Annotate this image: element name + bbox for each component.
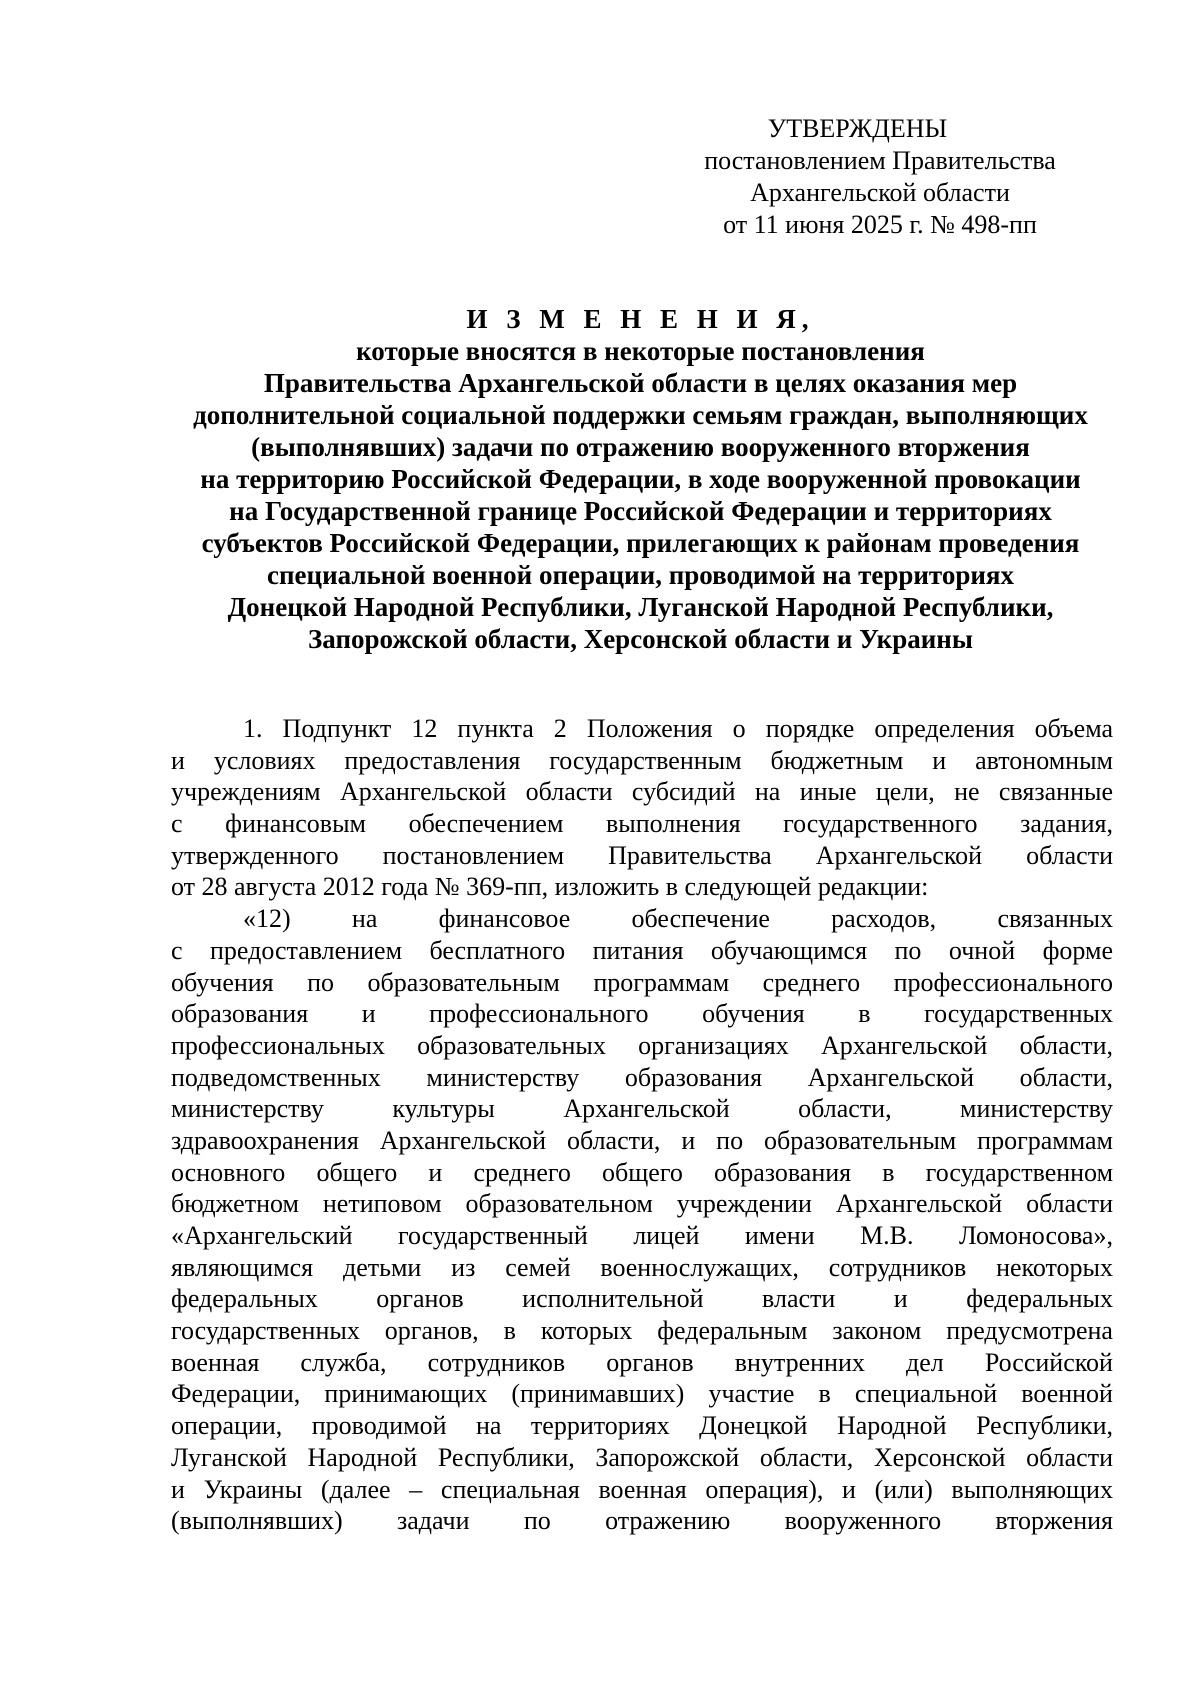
body-line: «12) на финансовое обеспечение расходов, связанных [243,904,1113,934]
body-line: и Украины (далее – специальная военная операция), и (или) выполняющих [171,1474,1113,1504]
subtitle-line: специальной военной операции, проводимой на территориях [267,560,1014,590]
body-line: с финансовым обеспечением выполнения государственного задания, [171,809,1113,839]
body-line: Луганской Народной Республики, Запорожской области, Херсонской области [171,1442,1113,1472]
approval-line: от 11 июня 2025 г. № 498-пп [723,210,1037,239]
body-line: утвержденного постановлением Правительства Архангельской области [171,840,1113,870]
subtitle-line: на Государственной границе Российской Федерации и территориях [229,496,1052,526]
document-body [171,713,1113,1537]
body-line: с предоставлением бесплатного питания обучающимся по очной форме [171,935,1114,965]
document-title: И З М Е Н Е Н И Я, [466,304,815,334]
body-line: операции, проводимой на территориях Донецкой Народной Республики, [171,1411,1113,1441]
body-line: учреждениям Архангельской области субсидий на иные цели, не связанные [171,777,1113,807]
body-line: федеральных органов исполнительной власти и федеральных [171,1284,1114,1314]
body-line: (выполнявших) задачи по отражению вооруженного вторжения [171,1506,1113,1536]
subtitle-line: которые вносятся в некоторые постановления [356,336,925,366]
subtitle-line: Правительства Архангельской области в целях оказания мер [263,368,1018,398]
subtitle-line: Запорожской области, Херсонской области и Украины [308,624,973,654]
body-line: государственных органов, в которых федеральным законом предусмотрена [171,1316,1113,1346]
subtitle-line: дополнительной социальной поддержки семьям граждан, выполняющих [193,400,1088,430]
document-heading [168,303,1113,655]
approval-line: Архангельской области [750,178,1010,207]
approval-line: постановлением Правительства [704,146,1056,175]
subtitle-line: субъектов Российской Федерации, прилегающих к районам проведения [201,528,1080,558]
body-line: основного общего и среднего общего образования в государственном [171,1157,1114,1187]
body-line: Федерации, принимающих (принимавших) участие в специальной военной [171,1379,1113,1409]
body-line: являющимся детьми из семей военнослужащих, сотрудников некоторых [171,1252,1114,1282]
body-line: военная служба, сотрудников органов внутренних дел Российской [171,1347,1113,1377]
body-line: от 28 августа 2012 года № 369-пп, изложить в следующей редакции: [171,872,929,902]
body-line: профессиональных образовательных организациях Архангельской области, [171,1030,1113,1060]
body-line: министерству культуры Архангельской области, министерству [171,1094,1113,1124]
document-subtitle [168,335,1113,655]
body-line: образования и профессионального обучения в государственных [171,999,1113,1029]
subtitle-line: (выполнявших) задачи по отражению вооруженного вторжения [251,432,1030,462]
approval-stamp [650,113,1110,241]
body-line: 1. Подпункт 12 пункта 2 Положения о порядке определения объема [243,714,1114,743]
subtitle-line: на территорию Российской Федерации, в ходе вооруженной провокации [200,464,1081,494]
body-line: здравоохранения Архангельской области, и по образовательным программам [171,1125,1114,1155]
approval-head: УТВЕРЖДЕНЫ [767,114,948,143]
body-line: бюджетном нетиповом образовательном учреждении Архангельской области [171,1189,1114,1219]
body-line: обучения по образовательным программам среднего профессионального [171,967,1113,997]
body-line: подведомственных министерству образования Архангельской области, [171,1062,1113,1092]
body-line: «Архангельский государственный лицей имени М.В. Ломоносова», [171,1221,1113,1250]
body-line: и условиях предоставления государственным бюджетным и автономным [171,745,1113,775]
subtitle-line: Донецкой Народной Республики, Луганской Народной Республики, [227,592,1054,622]
